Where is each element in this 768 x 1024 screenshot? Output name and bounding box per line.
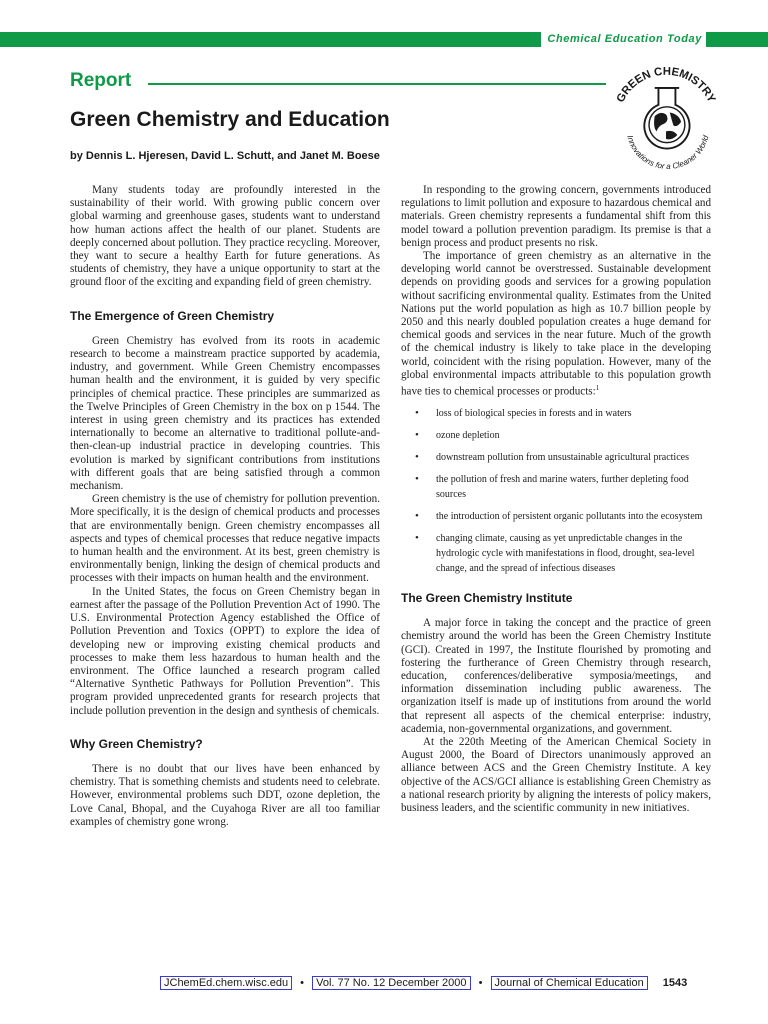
gci-paragraph-2: At the 220th Meeting of the American Chemical Society in August 2000, the Board of Directors unanimously approved an alliance between ACS and the Green Chemistry Institute. A key objective of the ACS/GCI alliance is establishing Green Chemistry as a national research priority by aligning the interests of policy makers, business leaders, and the scientific community in new initiatives. — [401, 735, 711, 814]
emergence-paragraph-3: In the United States, the focus on Green Chemistry began in earnest after the passage of the Pollution Prevention Act of 1990. The U.S. Environmental Protection Agency established the Office of Pollution Prevention and Toxics (OPPT) to explore the idea of developing new or improving existing chemical products and processes to make them less hazardous to human health and the environment. The Office launched a research program called “Alternative Synthetic Pathways for Pollution Prevention”. This program provided unprecedented grants for research projects that include pollution prevention in the design and synthesis of chemicals. — [70, 585, 380, 717]
footnote-ref: 1 — [595, 384, 600, 393]
list-item: • the pollution of fresh and marine waters, further depleting food sources — [415, 472, 689, 500]
page-number: 1543 — [662, 977, 688, 989]
emergence-paragraph-1: Green Chemistry has evolved from its roots in academic research to become a mainstream practice supported by academia, industry, and government. While Green Chemistry encompasses human health and the environment, it is guided by very specific principles of chemical practice. These principles are summarized as the Twelve Principles of Green Chemistry in the box on p 1544. The interest in using green chemistry and its practices has extended internationally to become an alternative to traditional pollute-and-then-clean-up industrial practice in developing countries. This evolution is marked by significant contributions from institutions with different goals that are being satisfied through a common mechanism. — [70, 334, 380, 493]
journal-section-banner — [0, 32, 768, 47]
page-footer — [160, 977, 687, 989]
list-item: • downstream pollution from unsustainable agricultural practices — [415, 450, 689, 463]
footer-separator: • — [300, 977, 305, 989]
left-column — [70, 184, 380, 829]
green-chemistry-logo — [600, 54, 732, 186]
list-item: • changing climate, causing as yet unpredictable changes in the hydrologic cycle with manifestations in flood, drought, sea-level change, and the spread of infectious diseases — [415, 531, 695, 574]
intro-paragraph: Many students today are profoundly interested in the sustainability of their world. With growing public concern over global warming and greenhouse gases, students want to understand how human actions affect the health of our planet. Students are deeply concerned about pollution. They practice recycling. Moreover, they want to secure a healthy Earth for future generations. As students of chemistry, they have a unique opportunity to start at the ground floor of the exciting and expanding field of green chemistry. — [70, 184, 380, 289]
heading-why: Why Green Chemistry? — [70, 736, 203, 751]
journal-link[interactable]: Journal of Chemical Education — [491, 976, 648, 990]
logo-top-text: GREEN CHEMISTRY — [614, 65, 718, 105]
gci-paragraph-1: A major force in taking the concept and the practice of green chemistry around the world has been the Green Chemistry Institute (GCI). Created in 1997, the Institute flourished by promoting and fostering the furtherance of Green Chemistry through research, education, conferences/deliberative symposia/meetings, and information dissemination including public awareness. The organization itself is made up of institutions from around the world that represent all aspects of the chemical enterprise: industry, academia, non-governmental organizations, and government. — [401, 617, 711, 735]
section-label: Report — [70, 70, 132, 91]
right-column — [401, 184, 711, 815]
heading-gci: The Green Chemistry Institute — [401, 590, 573, 605]
list-item: • loss of biological species in forests and in waters — [415, 406, 632, 419]
list-item: • the introduction of persistent organic pollutants into the ecosystem — [415, 509, 703, 522]
why-paragraph-1: There is no doubt that our lives have been enhanced by chemistry. That is something chemists and students need to celebrate. However, environmental problems such DDT, ozone depletion, the Love Canal, Bhopal, and the Cuyahoga River are all too familiar examples of chemistry gone wrong. — [70, 762, 380, 828]
article-authors: by Dennis L. Hjeresen, David L. Schutt, and Janet M. Boese — [70, 150, 380, 162]
list-item: • ozone depletion — [415, 428, 500, 441]
right-paragraph-1: In responding to the growing concern, governments introduced regulations to limit pollution and exposure to hazardous chemical and materials. Green chemistry represents a fundamental shift from this model toward a pollution prevention paradigm. Its premise is that a benign process and product presents no risk. — [401, 184, 711, 249]
article-title: Green Chemistry and Education — [70, 108, 390, 131]
footer-separator: • — [478, 977, 483, 989]
journal-section-label: Chemical Education Today — [541, 32, 706, 47]
website-link[interactable]: JChemEd.chem.wisc.edu — [160, 976, 292, 990]
volume-link[interactable]: Vol. 77 No. 12 December 2000 — [312, 976, 470, 990]
logo-globe-icon — [649, 107, 685, 143]
impact-list — [401, 406, 711, 576]
section-rule — [148, 83, 606, 85]
emergence-paragraph-2: Green chemistry is the use of chemistry for pollution prevention. More specifically, it is the design of chemical products and processes that are environmentally benign. Green chemistry encompasses all aspects and types of chemical processes that reduce negative impacts to human health and the environment. At its best, green chemistry is environmentally benign, linking the design of chemical products and processes with their impacts on human health and the environment. — [70, 493, 380, 585]
logo-bottom-text: Innovations for a Cleaner World — [625, 134, 711, 172]
right-paragraph-2: The importance of green chemistry as an alternative in the developing world cannot be overstressed. Sustainable development depends on providing goods and services for a growing population without sacrificing environmental quality. Estimates from the United Nations put the world population as high as 10.7 billion people by 2050 and this nearly doubled population creates a huge demand for chemical goods and services in the near future. Much of the growth of the chemical industry is likely to take place in the developing world, coincident with the rising population. However, many of the global environmental impacts attributable to this population growth have ties to chemical processes or products:$^1$ — [401, 250, 711, 398]
heading-emergence: The Emergence of Green Chemistry — [70, 308, 275, 323]
